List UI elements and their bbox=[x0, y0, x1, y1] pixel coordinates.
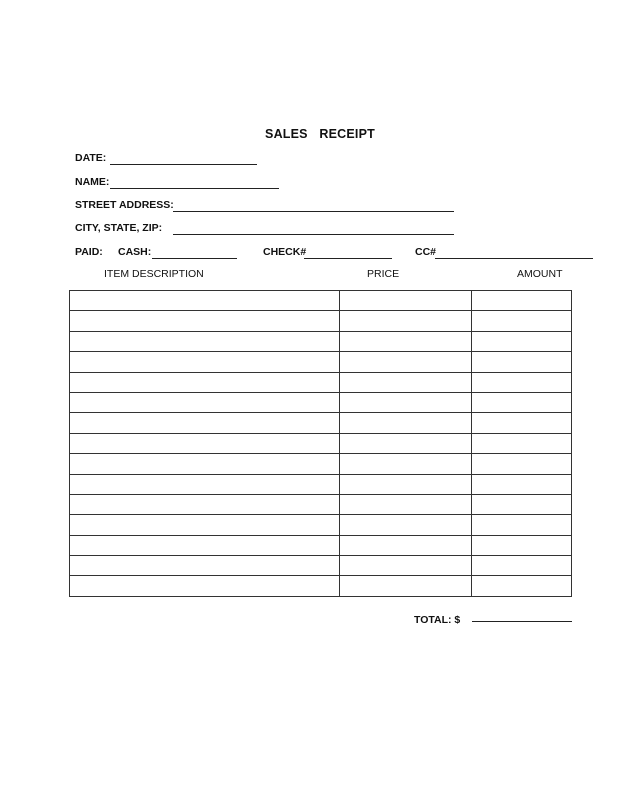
cash-label: CASH: bbox=[118, 246, 152, 258]
amount-cell[interactable] bbox=[472, 474, 572, 494]
price-cell[interactable] bbox=[340, 331, 472, 351]
name-field bbox=[75, 176, 295, 192]
price-cell[interactable] bbox=[340, 474, 472, 494]
amount-cell[interactable] bbox=[472, 433, 572, 453]
street-address-field bbox=[75, 199, 465, 215]
price-cell[interactable] bbox=[340, 556, 472, 576]
amount-cell[interactable] bbox=[472, 311, 572, 331]
item-description-cell[interactable] bbox=[70, 535, 340, 555]
price-cell[interactable] bbox=[340, 494, 472, 514]
table-row bbox=[70, 372, 572, 392]
item-description-cell[interactable] bbox=[70, 392, 340, 412]
street-address-label: STREET ADDRESS: bbox=[75, 199, 174, 211]
item-description-cell[interactable] bbox=[70, 576, 340, 596]
amount-cell[interactable] bbox=[472, 352, 572, 372]
table-row bbox=[70, 311, 572, 331]
price-cell[interactable] bbox=[340, 291, 472, 311]
street-address-input-line[interactable] bbox=[173, 211, 454, 212]
cc-label: CC# bbox=[415, 246, 437, 258]
city-state-zip-label: CITY, STATE, ZIP: bbox=[75, 222, 163, 234]
table-row bbox=[70, 331, 572, 351]
item-description-cell[interactable] bbox=[70, 474, 340, 494]
price-cell[interactable] bbox=[340, 576, 472, 596]
amount-cell[interactable] bbox=[472, 576, 572, 596]
amount-cell[interactable] bbox=[472, 454, 572, 474]
price-cell[interactable] bbox=[340, 433, 472, 453]
amount-cell[interactable] bbox=[472, 413, 572, 433]
check-input-line[interactable] bbox=[304, 258, 392, 259]
table-row bbox=[70, 433, 572, 453]
amount-cell[interactable] bbox=[472, 556, 572, 576]
city-state-zip-input-line[interactable] bbox=[173, 234, 454, 235]
table-row bbox=[70, 291, 572, 311]
column-header-description: ITEM DESCRIPTION bbox=[104, 268, 204, 280]
item-description-cell[interactable] bbox=[70, 352, 340, 372]
price-cell[interactable] bbox=[340, 311, 472, 331]
table-row bbox=[70, 494, 572, 514]
table-row bbox=[70, 474, 572, 494]
amount-cell[interactable] bbox=[472, 291, 572, 311]
item-description-cell[interactable] bbox=[70, 556, 340, 576]
amount-cell[interactable] bbox=[472, 494, 572, 514]
total-input-line[interactable] bbox=[472, 621, 572, 622]
table-row bbox=[70, 535, 572, 555]
price-cell[interactable] bbox=[340, 413, 472, 433]
item-description-cell[interactable] bbox=[70, 433, 340, 453]
price-cell[interactable] bbox=[340, 535, 472, 555]
amount-cell[interactable] bbox=[472, 515, 572, 535]
paid-label: PAID: bbox=[75, 246, 103, 258]
amount-cell[interactable] bbox=[472, 372, 572, 392]
date-label: DATE: bbox=[75, 152, 107, 164]
item-description-cell[interactable] bbox=[70, 291, 340, 311]
item-description-cell[interactable] bbox=[70, 454, 340, 474]
price-cell[interactable] bbox=[340, 372, 472, 392]
item-description-cell[interactable] bbox=[70, 494, 340, 514]
items-table bbox=[69, 290, 572, 597]
price-cell[interactable] bbox=[340, 454, 472, 474]
price-cell[interactable] bbox=[340, 392, 472, 412]
paid-row bbox=[75, 246, 605, 262]
column-header-price: PRICE bbox=[367, 268, 400, 280]
item-description-cell[interactable] bbox=[70, 311, 340, 331]
items-table-body bbox=[70, 291, 572, 597]
column-header-amount: AMOUNT bbox=[517, 268, 563, 280]
item-description-cell[interactable] bbox=[70, 515, 340, 535]
amount-cell[interactable] bbox=[472, 392, 572, 412]
name-input-line[interactable] bbox=[110, 188, 279, 189]
item-description-cell[interactable] bbox=[70, 331, 340, 351]
table-row bbox=[70, 352, 572, 372]
table-row bbox=[70, 392, 572, 412]
city-state-zip-field bbox=[75, 222, 465, 238]
date-input-line[interactable] bbox=[110, 164, 257, 165]
table-row bbox=[70, 556, 572, 576]
table-row bbox=[70, 413, 572, 433]
cash-input-line[interactable] bbox=[152, 258, 237, 259]
item-description-cell[interactable] bbox=[70, 413, 340, 433]
table-row bbox=[70, 515, 572, 535]
table-row bbox=[70, 576, 572, 596]
total-label: TOTAL: $ bbox=[414, 614, 461, 626]
amount-cell[interactable] bbox=[472, 535, 572, 555]
table-row bbox=[70, 454, 572, 474]
price-cell[interactable] bbox=[340, 352, 472, 372]
price-cell[interactable] bbox=[340, 515, 472, 535]
cc-input-line[interactable] bbox=[435, 258, 593, 259]
date-field bbox=[75, 152, 275, 168]
item-description-cell[interactable] bbox=[70, 372, 340, 392]
check-label: CHECK# bbox=[263, 246, 307, 258]
name-label: NAME: bbox=[75, 176, 110, 188]
receipt-title: SALES RECEIPT bbox=[265, 127, 375, 141]
amount-cell[interactable] bbox=[472, 331, 572, 351]
